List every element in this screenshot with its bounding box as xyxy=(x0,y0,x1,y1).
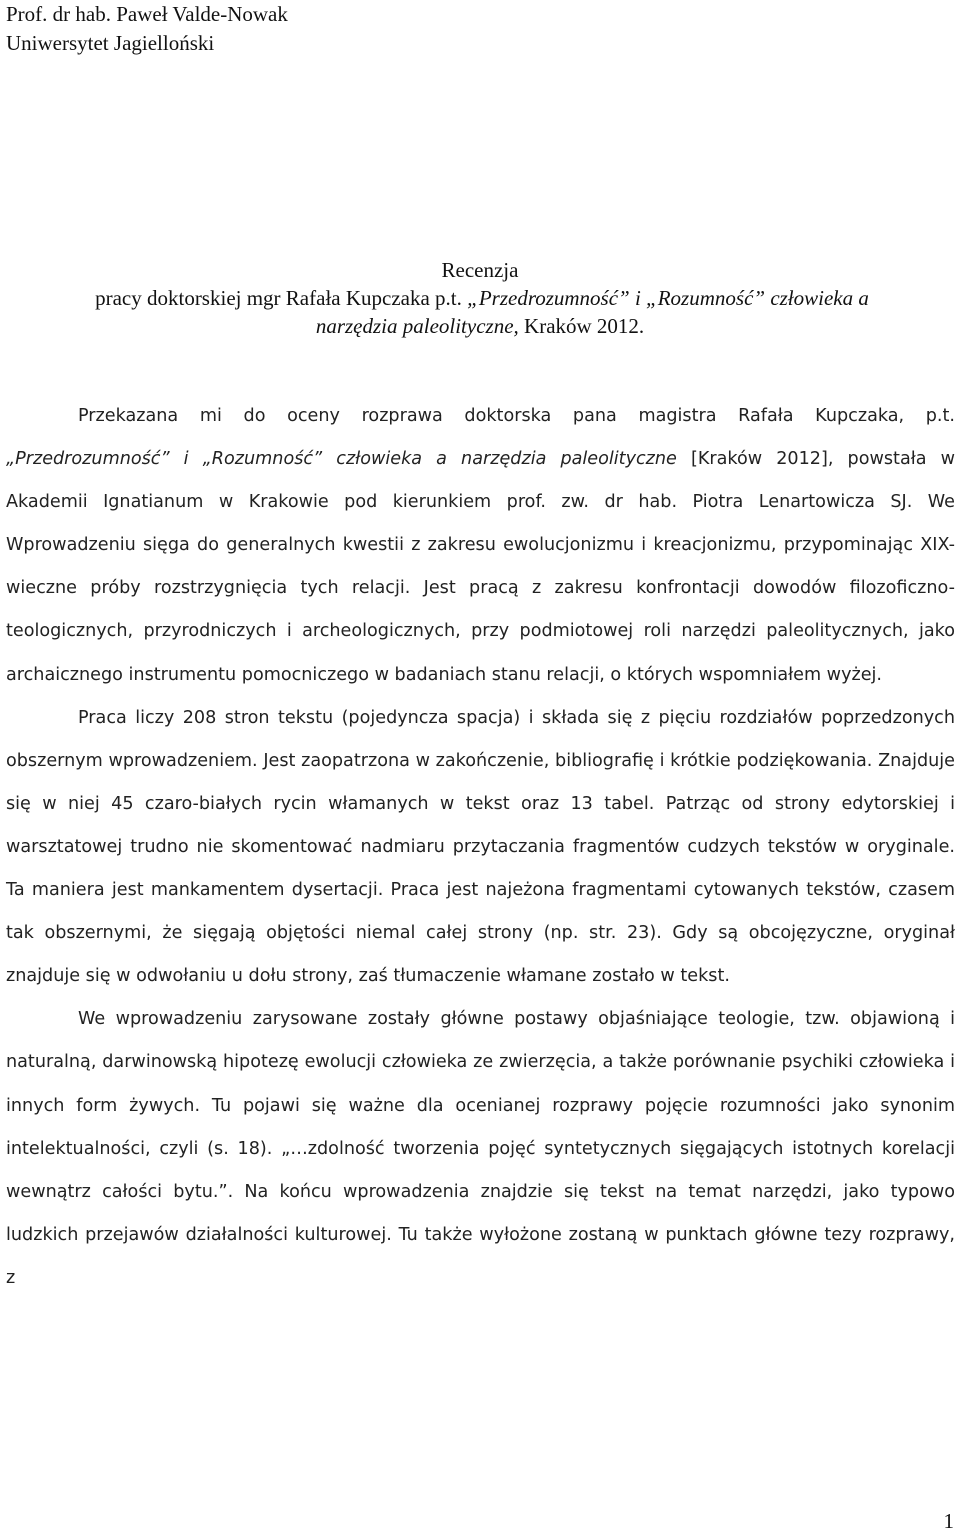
author-block xyxy=(6,0,288,58)
paragraph-2: Praca liczy 208 stron tekstu (pojedyncza spacja) i składa się z pięciu rozdziałów poprzedzonych obszernym wprowadzeniem. Jest zaopatrzona w zakończenie, bibliografię i krótkie podziękowania. Znajduje się w niej 45 czaro-białych rycin włamanych w tekst oraz 13 tabel. Patrząc od strony edytorskiej i warsztatowej trudno nie skomentować nadmiaru przytaczania fragmentów cudzych tekstów w oryginale. Ta maniera jest mankamentem dysertacji. Praca jest najeżona fragmentami cytowanych tekstów, czasem tak obszernymi, że sięgają objętości niemal całej strony (np. str. 23). Gdy są obcojęzyczne, oryginał znajduje się w odwołaniu u dołu strony, zaś tłumaczenie włamane zostało w tekst. xyxy=(6,707,955,987)
page-number: 1 xyxy=(943,1509,954,1533)
review-body xyxy=(6,395,955,1300)
author-name: Prof. dr hab. Paweł Valde-Nowak xyxy=(6,2,288,26)
paragraph-3: We wprowadzeniu zarysowane zostały główne postawy objaśniające teologie, tzw. objawioną i naturalną, darwinowską hipotezę ewolucji człowieka ze zwierzęcia, a także porównanie psychiki człowieka i innych form żywych. Tu pojawi się ważne dla ocenianej rozprawy pojęcie rozumności jako synonim intelektualności, czyli (s. 18). „…zdolność tworzenia pojęć syntetycznych sięgających istotnych korelacji wewnątrz całości bytu.”. Na końcu wprowadzenia znajdzie się tekst na temat narzędzi, jako typowo ludzkich przejawów działalności kulturowej. Tu także wyłożone zostaną w punktach główne tezy rozprawy, z xyxy=(6,1009,955,1288)
paragraph-1-start: Przekazana mi do oceny rozprawa doktorska pana magistra Rafała Kupczaka, p.t. xyxy=(78,406,955,426)
review-subject-title-part-1: „Przedrozumność” i „Rozumność” człowieka a xyxy=(467,286,869,310)
paragraph-1-rest: [Kraków 2012], powstała w Akademii Ignatianum w Krakowie pod kierunkiem prof. zw. dr hab. Piotra Lenartowicza SJ. We Wprowadzeniu sięga do generalnych kwestii z zakresu ewolucjonizmu i kreacjonizmu, przypominając XIX-wieczne próby rozstrzygnięcia tych relacji. Jest pracą z zakresu konfrontacji dowodów filozoficzno-teologicznych, przyrodniczych i archeologicznych, przy podmiotowej roli narzędzi paleolitycznych, jako archaicznego instrumentu pomocniczego w badaniach stanu relacji, o których wspomniałem wyżej. xyxy=(6,449,955,685)
review-subject-title-part-2: narzędzia paleolityczne, xyxy=(315,314,519,338)
review-subject-suffix: Kraków 2012. xyxy=(518,314,645,338)
review-heading-block xyxy=(0,256,960,340)
review-subject-line-1 xyxy=(2,284,960,312)
dissertation-title: „Przedrozumność” i „Rozumność” człowieka a narzędzia paleolityczne xyxy=(6,449,677,470)
paragraph-1 xyxy=(6,395,955,697)
author-affiliation: Uniwersytet Jagielloński xyxy=(6,31,215,55)
review-heading: Recenzja xyxy=(441,258,519,282)
review-subject-prefix: pracy doktorskiej mgr Rafała Kupczaka p.t. xyxy=(95,286,468,310)
review-subject-line-2 xyxy=(0,312,960,340)
